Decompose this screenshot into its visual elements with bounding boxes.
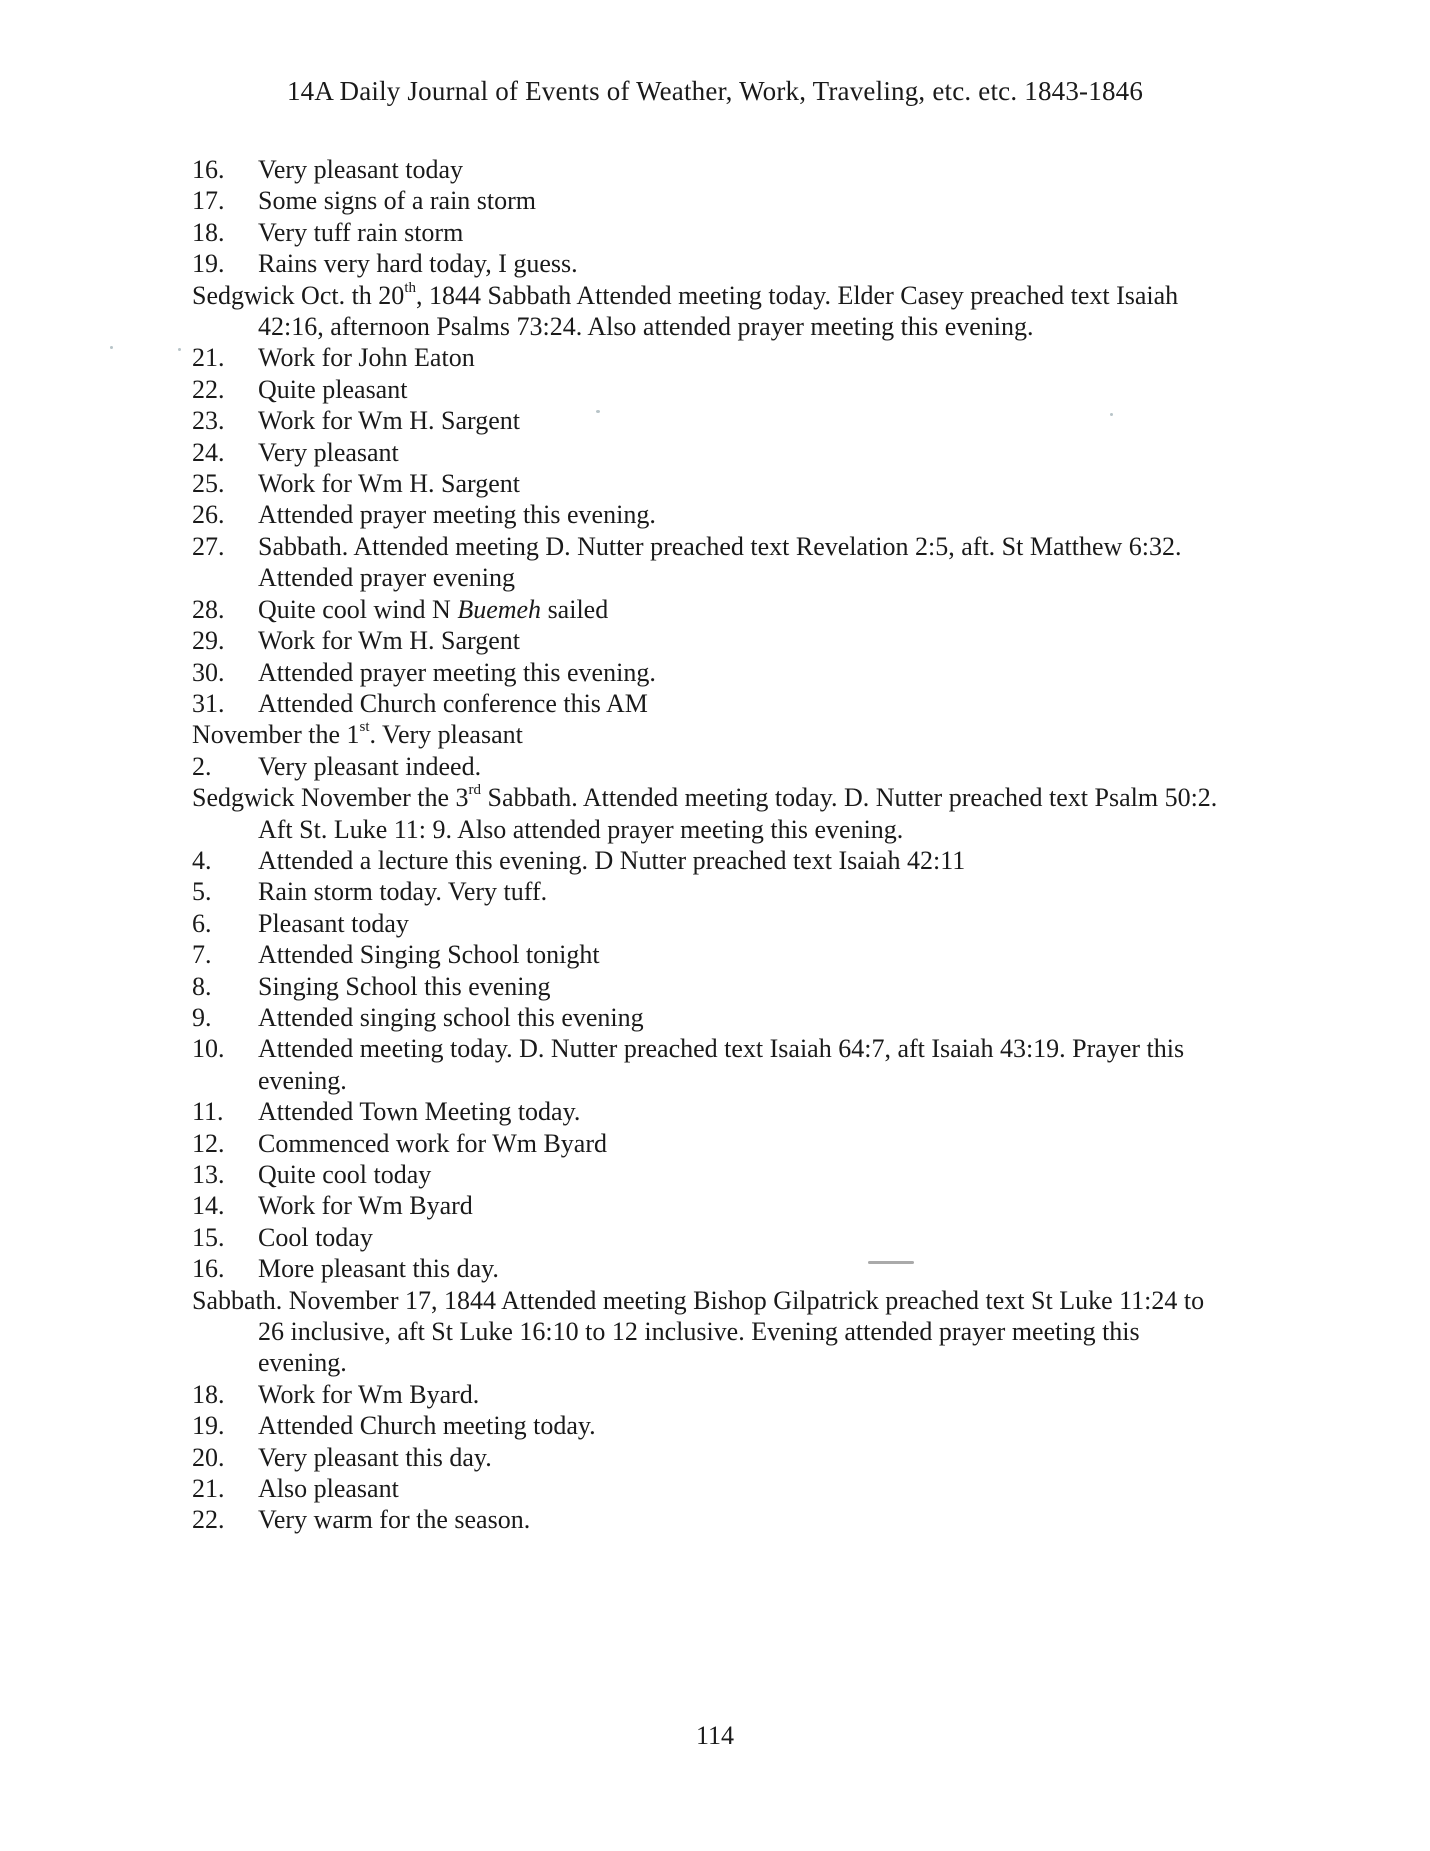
entry-text — [192, 531, 1222, 594]
entry-text-main: Attended prayer meeting this evening. — [258, 657, 656, 687]
entry-text-italic: Buemeh — [457, 594, 542, 624]
entry-text-main: Very pleasant — [258, 437, 399, 467]
entry-number: 28. — [192, 594, 225, 624]
entry-text — [192, 1033, 1222, 1096]
entry-lead: Sedgwick November the 3 — [192, 783, 469, 813]
journal-entry — [192, 657, 1222, 688]
entry-number: 15. — [192, 1222, 225, 1252]
entry-text — [192, 437, 1222, 468]
journal-entry — [192, 1190, 1222, 1221]
journal-entry — [192, 1442, 1222, 1473]
scan-speck — [1110, 413, 1113, 416]
journal-entry — [192, 594, 1222, 625]
entry-number: 6. — [192, 908, 212, 938]
entry-text — [192, 1379, 1222, 1410]
entry-number: 20. — [192, 1442, 225, 1472]
journal-entry — [192, 531, 1222, 594]
entry-text — [192, 782, 1222, 845]
journal-entry — [192, 154, 1222, 185]
journal-entry — [192, 1410, 1222, 1441]
journal-entry — [192, 751, 1222, 782]
entry-text — [192, 499, 1222, 530]
journal-entry-dated — [192, 1285, 1222, 1379]
entry-number: 10. — [192, 1034, 225, 1064]
entry-text — [192, 719, 1222, 750]
entry-text-main: Commenced work for Wm Byard — [258, 1128, 607, 1158]
page-number: 114 — [695, 1721, 735, 1750]
entry-number: 11. — [192, 1097, 224, 1127]
journal-entry — [192, 971, 1222, 1002]
entry-number: 7. — [192, 940, 212, 970]
journal-entry — [192, 217, 1222, 248]
journal-entries — [192, 154, 1222, 1536]
entry-text — [192, 154, 1222, 185]
entry-text — [192, 374, 1222, 405]
entry-lead: Sabbath. November 17, 1844 Attended meeting Bishop Gilpatrick preached text St Luke 11:24 to 26 inclusive, aft St Luke 16:10 to 12 inclusive. Evening attended prayer meeting this evening. — [192, 1285, 1205, 1378]
journal-entry — [192, 1473, 1222, 1504]
scan-speck — [596, 410, 600, 413]
entry-number: 13. — [192, 1160, 225, 1189]
journal-entry-dated — [192, 782, 1222, 845]
journal-entry — [192, 688, 1222, 719]
entry-text-main: Very warm for the season. — [258, 1505, 531, 1535]
entry-tail: . Very pleasant — [369, 720, 523, 750]
entry-text — [192, 468, 1222, 499]
entry-text — [192, 688, 1222, 719]
journal-entry — [192, 248, 1222, 279]
entry-text — [192, 342, 1222, 373]
entry-text-main: Attended Church meeting today. — [258, 1411, 596, 1441]
scan-speck — [178, 348, 181, 351]
entry-text — [192, 751, 1222, 782]
entry-text — [192, 1442, 1222, 1473]
scan-speck — [110, 346, 113, 349]
entry-text — [192, 1504, 1222, 1535]
entry-text — [192, 1128, 1222, 1159]
entry-text — [192, 185, 1222, 216]
entry-number: 25. — [192, 469, 225, 499]
entry-lead: November the 1 — [192, 720, 360, 750]
entry-number: 19. — [192, 249, 225, 279]
entry-text — [192, 217, 1222, 248]
entry-text — [192, 625, 1222, 656]
entry-text — [192, 939, 1222, 970]
entry-text-main: Rains very hard today, I guess. — [258, 249, 578, 279]
entry-number: 18. — [192, 1379, 225, 1409]
entry-number: 4. — [192, 845, 212, 875]
journal-entry — [192, 845, 1222, 876]
entry-text — [192, 1002, 1222, 1033]
ordinal-suffix: rd — [468, 782, 482, 799]
entry-number: 22. — [192, 1505, 225, 1535]
journal-entry — [192, 1379, 1222, 1410]
entry-text-main: Work for Wm Byard. — [258, 1379, 480, 1409]
entry-number: 19. — [192, 1411, 225, 1441]
entry-text-main: Work for Wm H. Sargent — [258, 469, 520, 499]
entry-text — [192, 1159, 1222, 1190]
entry-text-main: Very pleasant this day. — [258, 1442, 492, 1472]
entry-text-main: Rain storm today. Very tuff. — [258, 877, 548, 907]
journal-entry — [192, 1033, 1222, 1096]
entry-number: 26. — [192, 500, 225, 530]
entry-text — [192, 1285, 1222, 1379]
entry-number: 27. — [192, 531, 225, 561]
entry-text — [192, 908, 1222, 939]
journal-entry — [192, 342, 1222, 373]
entry-number: 29. — [192, 626, 225, 656]
entry-text — [192, 1473, 1222, 1504]
entry-number: 30. — [192, 657, 225, 687]
entry-text — [192, 594, 1222, 625]
ordinal-suffix: th — [404, 279, 416, 296]
entry-text-main: Pleasant today — [258, 908, 409, 938]
entry-number: 21. — [192, 343, 225, 373]
entry-text-main: Attended singing school this evening — [258, 1002, 644, 1032]
journal-entry — [192, 437, 1222, 468]
entry-number: 12. — [192, 1128, 225, 1158]
entry-number: 17. — [192, 186, 225, 216]
entry-number: 2. — [192, 751, 212, 781]
entry-text — [192, 280, 1222, 343]
entry-tail: , 1844 Sabbath Attended meeting today. Elder Casey preached text Isaiah 42:16, afternoon Psalms 73:24. Also attended prayer meeting this evening. — [258, 280, 1179, 342]
journal-entry — [192, 499, 1222, 530]
journal-entry — [192, 1128, 1222, 1159]
entry-text-main: Very tuff rain storm — [258, 217, 464, 247]
entry-number: 16. — [192, 1254, 225, 1284]
entry-number: 21. — [192, 1474, 225, 1504]
journal-entry — [192, 1222, 1222, 1253]
entry-text-main: Quite cool wind N — [258, 594, 458, 624]
entry-text-main: More pleasant this day. — [258, 1254, 499, 1284]
entry-text-main: Attended Singing School tonight — [258, 940, 600, 970]
journal-entry-dated — [192, 719, 1222, 750]
entry-text-main: Attended meeting today. D. Nutter preached text Isaiah 64:7, aft Isaiah 43:19. Prayer this evening. — [258, 1034, 1185, 1095]
entry-text-main: Quite pleasant — [258, 374, 408, 404]
journal-entry — [192, 908, 1222, 939]
entry-number: 8. — [192, 971, 212, 1001]
entry-text-main: Attended prayer meeting this evening. — [258, 500, 656, 530]
journal-entry — [192, 876, 1222, 907]
entry-text — [192, 1096, 1222, 1127]
entry-text-main: Attended Town Meeting today. — [258, 1097, 581, 1127]
entry-text — [192, 971, 1222, 1002]
journal-entry — [192, 405, 1222, 436]
journal-entry — [192, 468, 1222, 499]
entry-tail: Sabbath. Attended meeting today. D. Nutter preached text Psalm 50:2. Aft St. Luke 11: 9. Also attended prayer meeting this evening. — [258, 783, 1218, 844]
entry-number: 18. — [192, 217, 225, 247]
entry-number: 5. — [192, 877, 212, 907]
ordinal-suffix: st — [359, 719, 370, 736]
entry-number: 23. — [192, 406, 225, 436]
journal-entry — [192, 1159, 1222, 1190]
journal-entry — [192, 1002, 1222, 1033]
journal-entry — [192, 939, 1222, 970]
entry-number: 22. — [192, 374, 225, 404]
entry-text-main: Singing School this evening — [258, 971, 551, 1001]
entry-number: 9. — [192, 1002, 212, 1032]
entry-text-main: Some signs of a rain storm — [258, 186, 537, 216]
entry-text-main: Attended a lecture this evening. D Nutter preached text Isaiah 42:11 — [258, 845, 966, 875]
entry-text — [192, 248, 1222, 279]
entry-text-main: Work for John Eaton — [258, 343, 475, 373]
journal-entry-dated — [192, 280, 1222, 343]
entry-number: 31. — [192, 688, 225, 718]
entry-text — [192, 1190, 1222, 1221]
entry-text-main: Work for Wm Byard — [258, 1191, 473, 1221]
entry-text-main: Very pleasant indeed. — [258, 751, 482, 781]
entry-text — [192, 876, 1222, 907]
entry-text-main: Work for Wm H. Sargent — [258, 626, 520, 656]
entry-text-main: Quite cool today — [258, 1160, 432, 1189]
entry-text-main: Very pleasant today — [258, 155, 464, 184]
entry-number: 14. — [192, 1191, 225, 1221]
entry-text — [192, 1410, 1222, 1441]
journal-entry — [192, 185, 1222, 216]
entry-text — [192, 845, 1222, 876]
journal-entry — [192, 1096, 1222, 1127]
journal-entry — [192, 374, 1222, 405]
entry-text — [192, 405, 1222, 436]
page-header: 14A Daily Journal of Events of Weather, Work, Traveling, etc. etc. 1843-1846 — [286, 76, 1144, 106]
entry-text-after: sailed — [541, 594, 609, 624]
entry-number: 16. — [192, 155, 225, 184]
entry-lead: Sedgwick Oct. th 20 — [192, 280, 405, 310]
scan-mark — [868, 1261, 914, 1264]
journal-entry — [192, 1253, 1222, 1284]
entry-text-main: Attended Church conference this AM — [258, 688, 648, 718]
entry-text — [192, 657, 1222, 688]
entry-text-main: Work for Wm H. Sargent — [258, 406, 520, 436]
entry-text-main: Also pleasant — [258, 1474, 399, 1504]
entry-text — [192, 1253, 1222, 1284]
journal-entry — [192, 625, 1222, 656]
entry-text-main: Sabbath. Attended meeting D. Nutter preached text Revelation 2:5, aft. St Matthew 6:32. Attended prayer evening — [258, 531, 1182, 593]
entry-text — [192, 1222, 1222, 1253]
entry-number: 24. — [192, 437, 225, 467]
journal-entry — [192, 1504, 1222, 1535]
entry-text-main: Cool today — [258, 1222, 373, 1252]
